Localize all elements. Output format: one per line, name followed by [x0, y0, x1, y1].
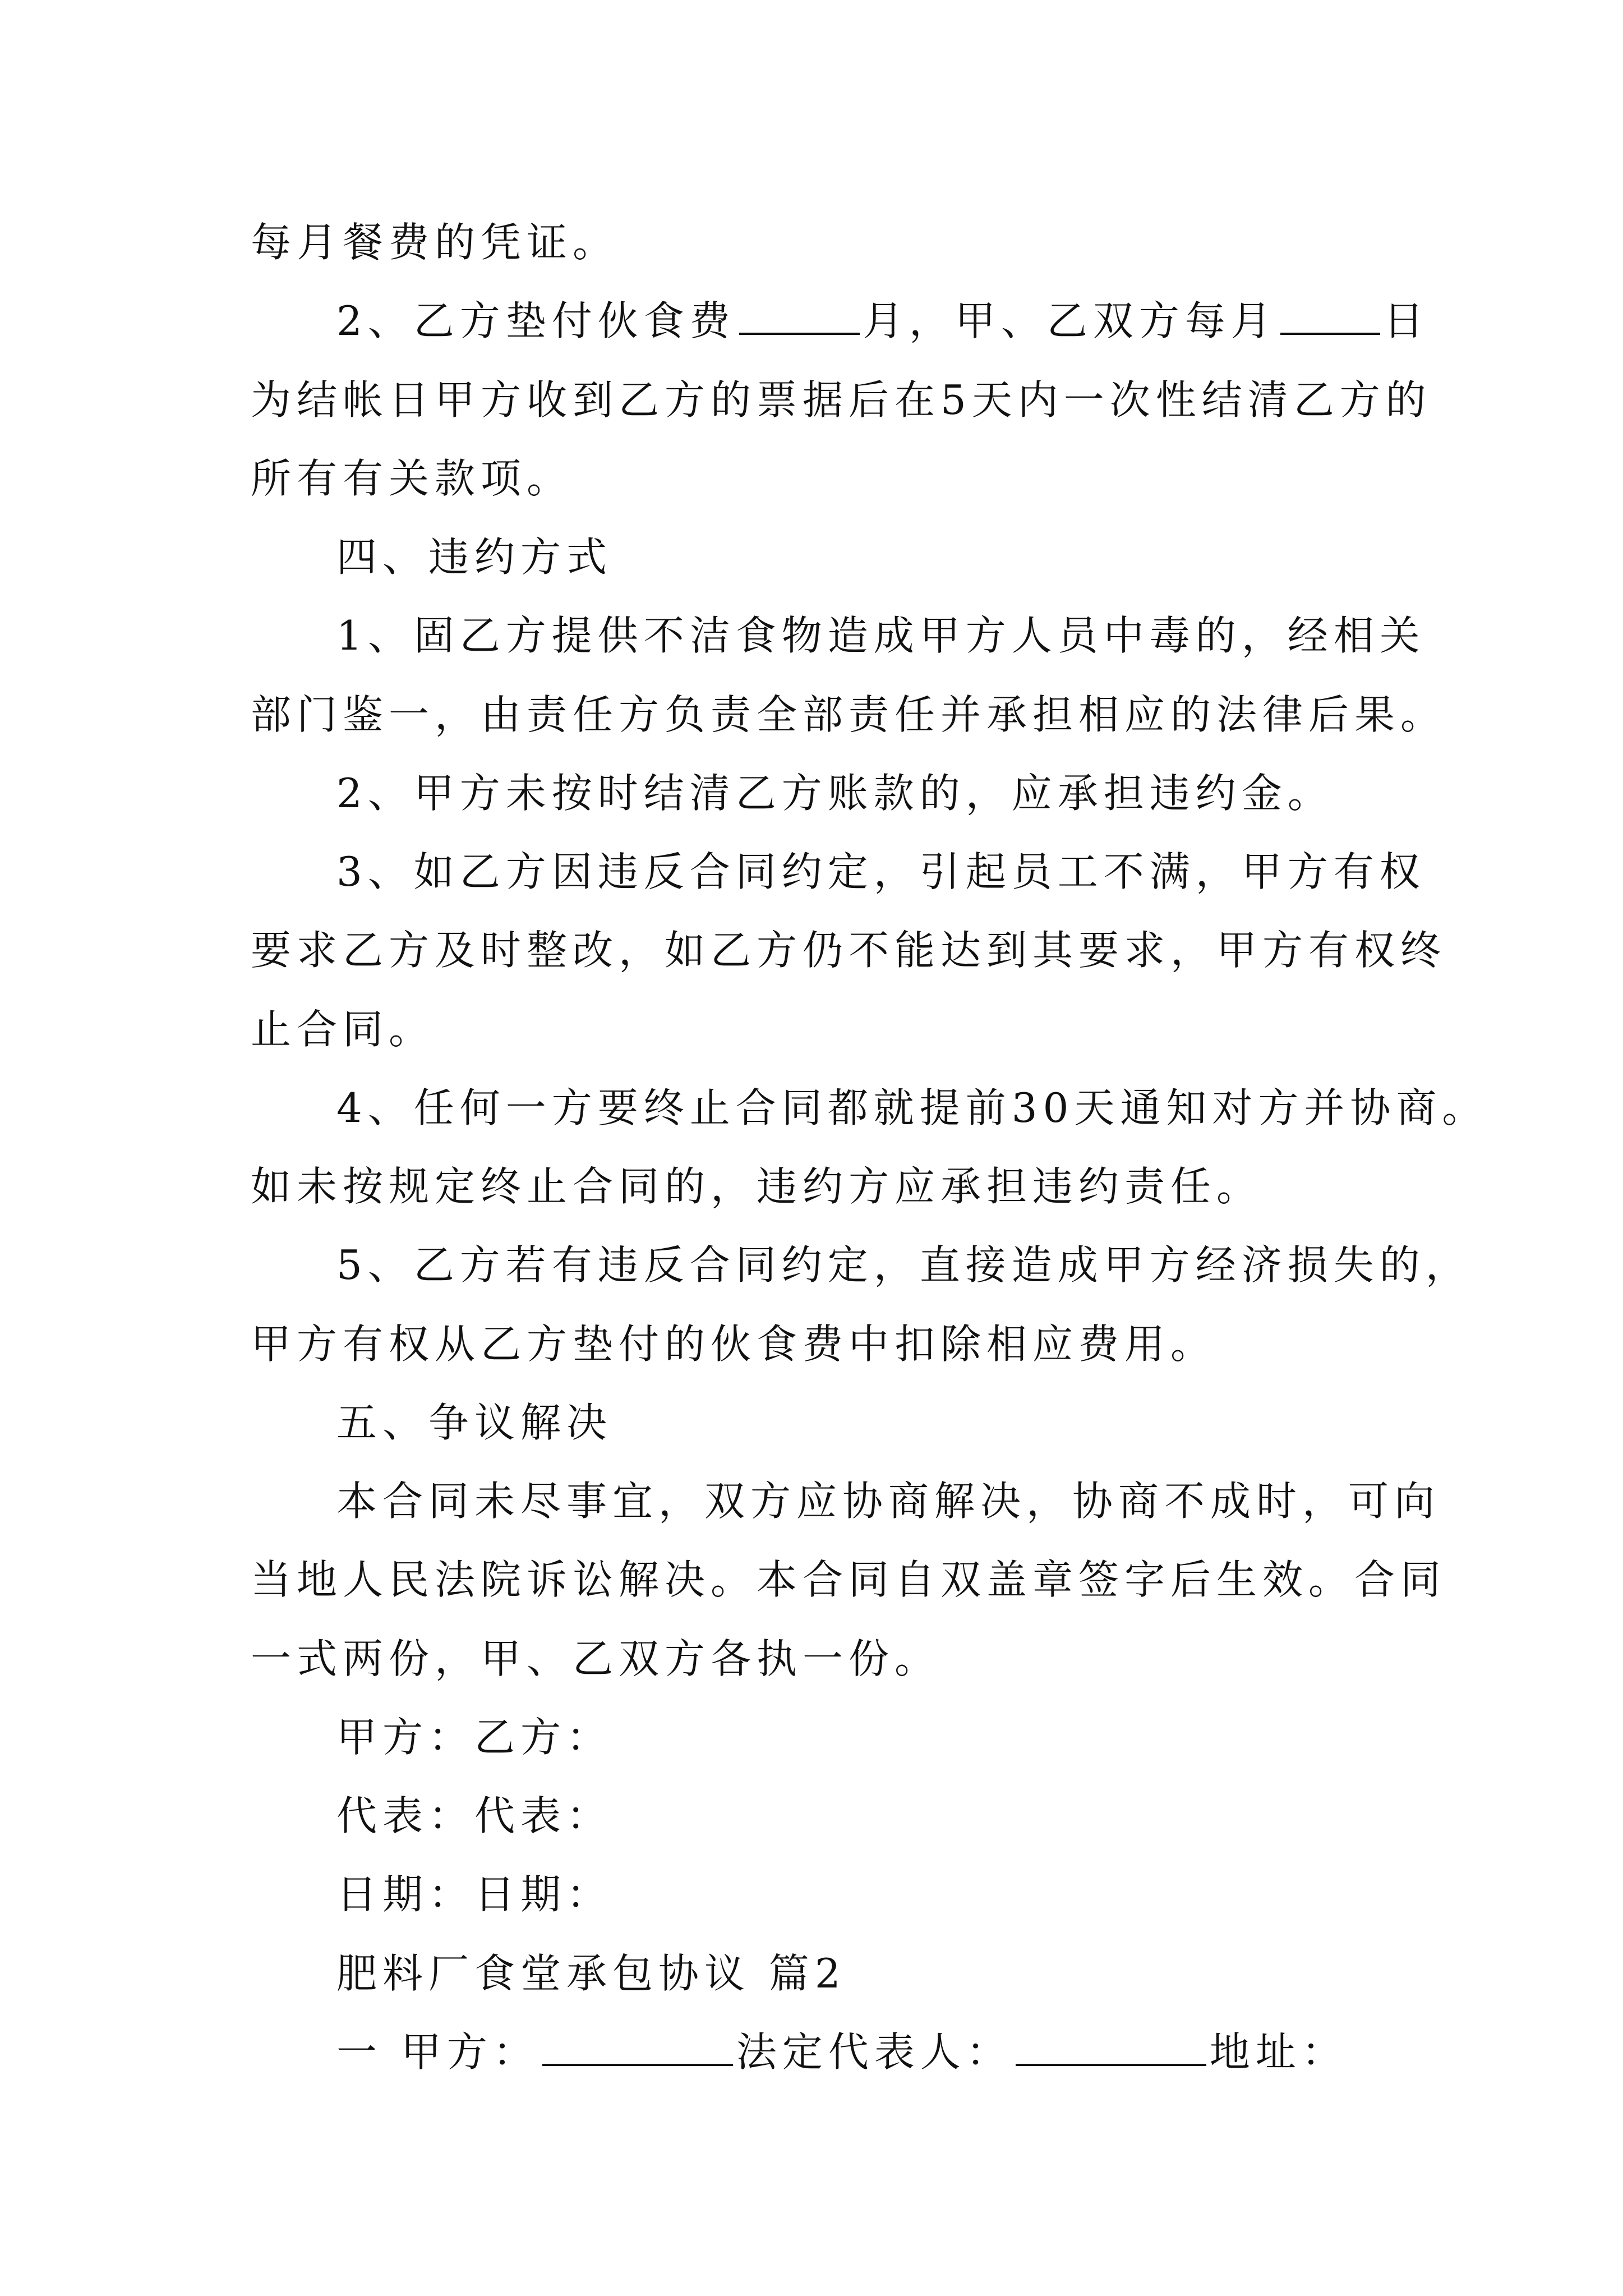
text-line: [0, 1074, 1623, 1142]
text-fragment: 如未按规定终止合同的，违约方应承担违约责任。: [251, 1163, 1263, 1210]
fill-in-blank: [1280, 293, 1380, 335]
text-fragment: 3、如乙方因违反合同约定，引起员工不满，甲方有权: [336, 848, 1426, 895]
document-subtitle: [0, 1940, 1623, 2007]
text-line: [0, 996, 1623, 1063]
text-line: [0, 1231, 1623, 1299]
signature-line-representative: [0, 1782, 1623, 1849]
text-fragment: 一式两份，甲、乙双方各执一份。: [251, 1635, 941, 1682]
text-line: [0, 1546, 1623, 1613]
text-fragment: 所有有关款项。: [251, 455, 573, 502]
text-line: [0, 1467, 1623, 1535]
text-line: [0, 838, 1623, 905]
text-fragment: 地址：: [1209, 2028, 1348, 2076]
text-fragment: 当地人民法院诉讼解决。本合同自双盖章签字后生效。合同: [251, 1556, 1447, 1603]
fill-in-blank: [739, 293, 860, 335]
text-fragment: 部门鉴一，由责任方负责全部责任并承担相应的法律后果。: [251, 691, 1447, 738]
text-fragment: 甲方有权从乙方垫付的伙食费中扣除相应费用。: [251, 1320, 1217, 1368]
text-fragment: 肥料厂食堂承包协议 篇2: [336, 1950, 846, 1997]
text-line: [0, 1625, 1623, 1692]
text-fragment: 四、违约方式: [336, 533, 613, 581]
text-line: [0, 602, 1623, 669]
signature-line-party: [0, 1704, 1623, 1771]
text-line: [0, 287, 1623, 355]
text-fragment: 4、任何一方要终止合同都就提前30天通知对方并协商。: [336, 1084, 1488, 1131]
signature-line-date: [0, 1861, 1623, 1928]
text-fragment: 甲方：乙方：: [336, 1714, 613, 1761]
text-line: [0, 1153, 1623, 1220]
text-fragment: 本合同未尽事宜，双方应协商解决，协商不成时，可向: [336, 1478, 1441, 1525]
section-heading: [0, 1389, 1623, 1456]
text-fragment: 代表：代表：: [336, 1792, 613, 1839]
text-line: [0, 681, 1623, 748]
fill-in-blank: [542, 2024, 733, 2066]
text-fragment: 要求乙方及时整改，如乙方仍不能达到其要求，甲方有权终: [251, 927, 1447, 974]
text-fragment: 每月餐费的凭证。: [251, 219, 619, 266]
text-line: [0, 1310, 1623, 1378]
fill-in-blank: [1016, 2024, 1206, 2066]
text-line: [0, 445, 1623, 512]
text-line: [0, 2018, 1623, 2086]
text-fragment: 五、争议解决: [336, 1399, 613, 1446]
text-fragment: 2、甲方未按时结清乙方账款的，应承担违约金。: [336, 770, 1334, 817]
text-fragment: 5、乙方若有违反合同约定，直接造成甲方经济损失的，: [336, 1241, 1472, 1289]
text-fragment: 为结帐日甲方收到乙方的票据后在5天内一次性结清乙方的: [251, 376, 1432, 424]
text-fragment: 法定代表人：: [736, 2028, 1012, 2076]
text-fragment: 日: [1383, 297, 1430, 344]
text-fragment: 日期：日期：: [336, 1871, 613, 1918]
text-fragment: 1、固乙方提供不洁食物造成甲方人员中毒的，经相关: [336, 612, 1426, 659]
text-fragment: 月，甲、乙双方每月: [863, 297, 1277, 344]
text-fragment: 止合同。: [251, 1006, 435, 1053]
text-line: [0, 917, 1623, 984]
section-heading: [0, 523, 1623, 591]
text-line: [0, 760, 1623, 827]
text-line: [0, 366, 1623, 434]
text-fragment: 2、乙方垫付伙食费: [336, 297, 736, 344]
text-line: [0, 209, 1623, 276]
text-fragment: 一 甲方：: [336, 2028, 539, 2076]
